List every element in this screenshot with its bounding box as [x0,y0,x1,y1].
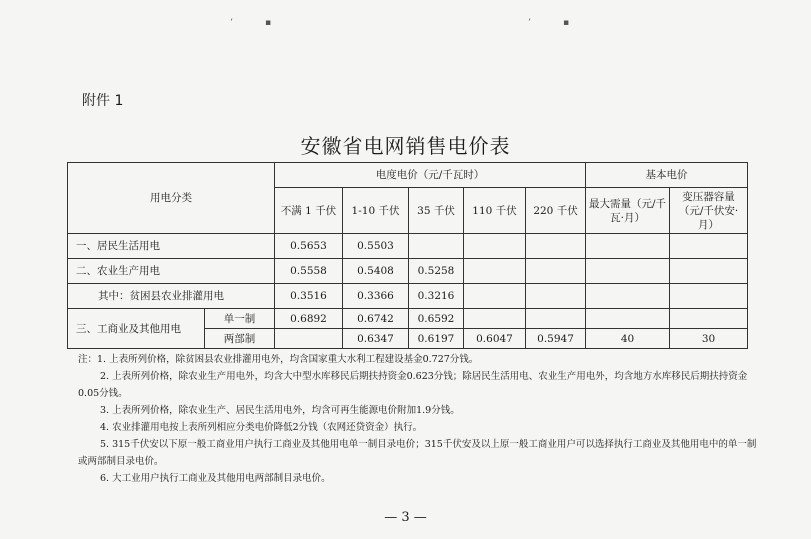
cell: 0.6347 [343,329,409,349]
header-transformer: 变压器容量（元/千伏安·月） [670,188,748,234]
cell: 0.3366 [343,284,409,309]
scan-mark: ʻ [528,18,531,28]
document-title: 安徽省电网销售电价表 [300,134,511,158]
row-label: 其中：贫困县农业排灌用电 [68,284,275,309]
scan-mark: ▪ [265,18,272,28]
header-col: 110 千伏 [464,188,526,234]
header-category: 用电分类 [68,163,275,234]
scan-mark: ʻ [230,18,233,28]
cell: 0.5947 [526,329,586,349]
cell: 0.6197 [409,329,464,349]
header-energy-price: 电度电价（元/千瓦时） [275,163,586,188]
sub-row-label: 两部制 [205,329,275,349]
header-basic-price: 基本电价 [586,163,748,188]
price-table [67,162,748,349]
note: 4. 农业排灌用电按上表所列相应分类电价降低2分钱（农网还贷资金）执行。 [100,422,423,433]
note: 2. 上表所列价格，除农业生产用电外，均含大中型水库移民后期扶持资金0.623分钱；除居民生活用电、农业生产用电外，均含地方水库移民后期扶持资金0.05分钱。 [78,371,748,399]
header-col: 35 千伏 [409,188,464,234]
header-col: 1-10 千伏 [343,188,409,234]
cell: 0.5653 [275,234,343,259]
header-col: 220 千伏 [526,188,586,234]
scan-mark: ▪ [563,18,570,28]
cell-transformer: 30 [670,329,748,349]
note: 3. 上表所列价格，除农业生产、居民生活用电外，均含可再生能源电价附加1.9分钱。 [100,405,460,416]
table-row [68,259,748,284]
cell: 0.3516 [275,284,343,309]
row-label: 一、居民生活用电 [68,234,275,259]
header-col: 不满 1 千伏 [275,188,343,234]
table-row [68,234,748,259]
note: 注：1. 上表所列价格，除贫困县农业排灌用电外，均含国家重大水利工程建设基金0.727分钱。 [78,354,479,365]
cell: 0.6047 [464,329,526,349]
header-max-demand: 最大需量（元/千瓦·月） [586,188,670,234]
cell: 0.5503 [343,234,409,259]
row-label: 三、工商业及其他用电 [68,309,205,349]
table-row [68,309,748,329]
row-label: 二、农业生产用电 [68,259,275,284]
note: 6. 大工业用户执行工商业及其他用电两部制目录电价。 [100,473,331,484]
page-number: — 3 — [384,510,427,525]
cell: 0.6892 [275,309,343,329]
cell: 0.6592 [409,309,464,329]
notes [78,351,758,487]
cell: 0.5408 [343,259,409,284]
attachment-label: 附件 1 [82,93,124,109]
cell: 0.3216 [409,284,464,309]
cell: 0.6742 [343,309,409,329]
cell-max-demand: 40 [586,329,670,349]
note: 5. 315千伏安以下原一般工商业用户执行工商业及其他用电单一制目录电价；315千伏安及以上原一般工商业用户可以选择执行工商业及其他用电中的单一制或两部制目录电价。 [78,439,757,467]
cell: 0.5258 [409,259,464,284]
table-row [68,284,748,309]
cell: 0.5558 [275,259,343,284]
sub-row-label: 单一制 [205,309,275,329]
